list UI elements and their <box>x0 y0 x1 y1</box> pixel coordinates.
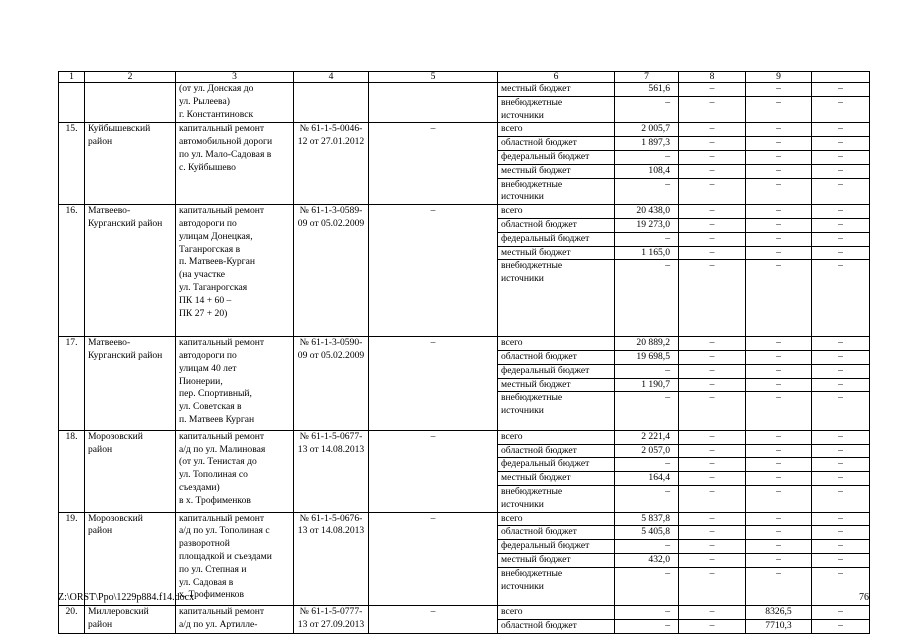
amount-col10: – <box>812 232 870 246</box>
amount-col8: – <box>679 150 746 164</box>
amount-col8: – <box>679 553 746 567</box>
document-cell-line: № 61-1-5-0676- <box>299 512 363 524</box>
amount-col8: – <box>679 205 746 219</box>
funding-source-line: источники <box>501 580 544 592</box>
amount-col9: – <box>746 164 812 178</box>
amount-col9: – <box>746 83 812 97</box>
file-path: Z:\ORST\Ppo\1229p884.f14.docx <box>58 592 195 603</box>
object-cell-line: ул. Советская в <box>179 401 242 413</box>
amount-col10: – <box>812 540 870 554</box>
funding-source <box>498 567 615 605</box>
amount-col8: – <box>679 485 746 512</box>
funding-source-line: всего <box>501 123 523 135</box>
funding-source-line: источники <box>501 191 544 203</box>
amount-col9: – <box>746 96 812 123</box>
amount-col8: – <box>679 164 746 178</box>
amount-col8: – <box>679 246 746 260</box>
object-cell-line: х. Трофименков <box>179 589 244 601</box>
district-cell <box>85 205 176 337</box>
amount-col7: – <box>615 232 679 246</box>
object-cell-line: капитальный ремонт <box>179 123 265 135</box>
amount-col7: – <box>615 392 679 430</box>
object-cell <box>176 337 294 431</box>
funding-source <box>498 205 615 219</box>
funding-source <box>498 337 615 351</box>
column-number-10 <box>812 72 870 83</box>
column5-cell: – <box>369 205 498 337</box>
amount-col8: – <box>679 526 746 540</box>
amount-col7: 1 897,3 <box>615 137 679 151</box>
amount-col9: – <box>746 364 812 378</box>
funding-source-line: областной бюджет <box>501 444 577 456</box>
amount-col7: 19 698,5 <box>615 350 679 364</box>
column5-cell <box>369 83 498 123</box>
amount-col8: – <box>679 444 746 458</box>
amount-col10: – <box>812 378 870 392</box>
district-cell-line: Матвеево- <box>88 337 131 349</box>
table-body <box>59 72 870 634</box>
funding-source <box>498 444 615 458</box>
amount-col10: – <box>812 96 870 123</box>
funding-source-line: федеральный бюджет <box>501 364 590 376</box>
amount-col10: – <box>812 350 870 364</box>
amount-col9: – <box>746 392 812 430</box>
amount-col10: – <box>812 150 870 164</box>
row-number <box>59 83 85 123</box>
column-number-7: 7 <box>615 72 679 83</box>
amount-col9: – <box>746 458 812 472</box>
column-number-4: 4 <box>294 72 369 83</box>
document-cell-line: № 61-1-3-0590- <box>299 337 363 349</box>
document-cell-line: № 61-1-3-0589- <box>299 205 363 217</box>
table-row <box>59 430 870 444</box>
amount-col7: – <box>615 619 679 633</box>
funding-source-line: источники <box>501 273 544 285</box>
district-cell <box>85 337 176 431</box>
amount-col9: – <box>746 350 812 364</box>
district-cell <box>85 430 176 512</box>
header-row <box>59 72 870 83</box>
funding-source <box>498 260 615 337</box>
amount-col9: – <box>746 378 812 392</box>
object-cell-line: съездами) <box>179 481 220 493</box>
document-cell-line: 13 от 27.09.2013 <box>297 618 365 630</box>
funding-source <box>498 123 615 137</box>
object-cell-line: а/д по ул. Артилле- <box>179 618 258 630</box>
district-cell-line: Курганский район <box>88 349 163 361</box>
funding-source-line: всего <box>501 512 523 524</box>
amount-col7: 20 438,0 <box>615 205 679 219</box>
funding-source-line: внебюджетные <box>501 392 563 404</box>
district-cell-line: Морозовский <box>88 430 143 442</box>
funding-source-line: источники <box>501 109 544 121</box>
funding-source <box>498 378 615 392</box>
funding-source <box>498 392 615 430</box>
amount-col9: – <box>746 337 812 351</box>
funding-source-line: внебюджетные <box>501 96 563 108</box>
amount-col8: – <box>679 350 746 364</box>
amount-col9: 7710,3 <box>746 619 812 633</box>
row-number: 17. <box>59 337 85 431</box>
funding-source-line: областной бюджет <box>501 619 577 631</box>
funding-source <box>498 540 615 554</box>
funding-source <box>498 96 615 123</box>
funding-source <box>498 512 615 526</box>
amount-col7: 1 190,7 <box>615 378 679 392</box>
object-cell-line: автодороги по <box>179 349 237 361</box>
amount-col7: – <box>615 364 679 378</box>
object-cell <box>176 205 294 337</box>
funding-source <box>498 246 615 260</box>
funding-source <box>498 178 615 205</box>
document-cell-line: 12 от 27.01.2012 <box>297 136 365 148</box>
district-cell-line: Матвеево- <box>88 205 131 217</box>
object-cell-line: Пионерии, <box>179 375 223 387</box>
district-cell <box>85 606 176 634</box>
amount-col7: 1 165,0 <box>615 246 679 260</box>
amount-col10: – <box>812 178 870 205</box>
amount-col10: – <box>812 444 870 458</box>
row-number: 15. <box>59 123 85 205</box>
amount-col10: – <box>812 83 870 97</box>
amount-col8: – <box>679 364 746 378</box>
column-number-3: 3 <box>176 72 294 83</box>
district-cell-line: Миллеровский <box>88 606 149 618</box>
amount-col7: – <box>615 567 679 605</box>
object-cell-line: капитальный ремонт <box>179 606 265 618</box>
object-cell-line: ПК 27 + 20) <box>179 307 228 319</box>
funding-source-line: федеральный бюджет <box>501 540 590 552</box>
district-cell-line: Куйбышевский <box>88 123 151 135</box>
document-cell <box>294 430 369 512</box>
funding-source <box>498 619 615 633</box>
amount-col10: – <box>812 337 870 351</box>
amount-col7: 2 221,4 <box>615 430 679 444</box>
funding-source-line: местный бюджет <box>501 553 571 565</box>
funding-source <box>498 150 615 164</box>
object-cell-line: по ул. Степная и <box>179 563 247 575</box>
table-row <box>59 205 870 219</box>
funding-source-line: областной бюджет <box>501 218 577 230</box>
amount-col8: – <box>679 232 746 246</box>
amount-col10: – <box>812 137 870 151</box>
district-cell-line: район <box>88 136 113 148</box>
amount-col9: – <box>746 205 812 219</box>
amount-col9: – <box>746 444 812 458</box>
column5-cell: – <box>369 512 498 606</box>
amount-col10: – <box>812 392 870 430</box>
amount-col10: – <box>812 246 870 260</box>
document-cell <box>294 606 369 634</box>
object-cell <box>176 123 294 205</box>
document-cell-line: 13 от 14.08.2013 <box>297 443 365 455</box>
amount-col10: – <box>812 260 870 337</box>
amount-col9: – <box>746 512 812 526</box>
object-cell-line: ул. Садовая в <box>179 576 234 588</box>
district-cell <box>85 83 176 123</box>
amount-col7: 432,0 <box>615 553 679 567</box>
amount-col10: – <box>812 164 870 178</box>
amount-col7: 20 889,2 <box>615 337 679 351</box>
amount-col7: – <box>615 540 679 554</box>
amount-col8: – <box>679 83 746 97</box>
object-cell-line: (от ул. Донская до <box>179 83 254 94</box>
funding-source <box>498 83 615 97</box>
column5-cell: – <box>369 337 498 431</box>
funding-source-line: всего <box>501 606 523 618</box>
funding-source-line: федеральный бюджет <box>501 232 590 244</box>
column-number-2: 2 <box>85 72 176 83</box>
document-cell-line: 09 от 05.02.2009 <box>297 349 365 361</box>
column5-cell: – <box>369 123 498 205</box>
amount-col8: – <box>679 96 746 123</box>
amount-col8: – <box>679 378 746 392</box>
amount-col7: 5 405,8 <box>615 526 679 540</box>
amount-col7: – <box>615 178 679 205</box>
funding-source-line: всего <box>501 430 523 442</box>
amount-col9: – <box>746 178 812 205</box>
amount-col9: – <box>746 430 812 444</box>
object-cell-line: ПК 14 + 60 – <box>179 294 232 306</box>
amount-col10: – <box>812 123 870 137</box>
funding-source-line: местный бюджет <box>501 83 571 94</box>
funding-source <box>498 164 615 178</box>
amount-col7: 108,4 <box>615 164 679 178</box>
funding-source <box>498 137 615 151</box>
funding-source <box>498 232 615 246</box>
amount-col10: – <box>812 553 870 567</box>
document-cell <box>294 83 369 123</box>
funding-source <box>498 458 615 472</box>
amount-col10: – <box>812 472 870 486</box>
document-cell <box>294 512 369 606</box>
object-cell-line: по ул. Мало-Садовая в <box>179 148 272 160</box>
object-cell-line: автодороги по <box>179 217 237 229</box>
object-cell-line: автомобильной дороги <box>179 136 273 148</box>
row-number: 18. <box>59 430 85 512</box>
funding-source-line: внебюджетные <box>501 260 563 272</box>
amount-col9: – <box>746 485 812 512</box>
amount-col7: 5 837,8 <box>615 512 679 526</box>
funding-source-line: областной бюджет <box>501 526 577 538</box>
object-cell-line: капитальный ремонт <box>179 205 265 217</box>
object-cell-line: с. Куйбышево <box>179 161 236 173</box>
amount-col7: – <box>615 458 679 472</box>
funding-source-line: местный бюджет <box>501 472 571 484</box>
amount-col7: 2 005,7 <box>615 123 679 137</box>
document-cell-line: 09 от 05.02.2009 <box>297 217 365 229</box>
document-cell <box>294 337 369 431</box>
object-cell-line: (на участке <box>179 269 225 281</box>
row-number: 20. <box>59 606 85 634</box>
column5-cell: – <box>369 430 498 512</box>
district-cell-line: Курганский район <box>88 217 163 229</box>
amount-col9: 8326,5 <box>746 606 812 620</box>
amount-col8: – <box>679 540 746 554</box>
table-row <box>59 123 870 137</box>
funding-source-line: областной бюджет <box>501 137 577 149</box>
amount-col7: – <box>615 96 679 123</box>
amount-col8: – <box>679 472 746 486</box>
row-number: 19. <box>59 512 85 606</box>
object-cell-line: улицам 40 лет <box>179 362 237 374</box>
amount-col10: – <box>812 512 870 526</box>
amount-col10: – <box>812 526 870 540</box>
object-cell <box>176 430 294 512</box>
document-cell <box>294 123 369 205</box>
column-number-1: 1 <box>59 72 85 83</box>
object-cell-line: Таганрогская в <box>179 243 241 255</box>
object-cell-line: г. Константиновск <box>179 108 254 120</box>
funding-source-line: федеральный бюджет <box>501 150 590 162</box>
table-row <box>59 606 870 620</box>
funding-source-line: местный бюджет <box>501 378 571 390</box>
amount-col8: – <box>679 123 746 137</box>
table-row <box>59 512 870 526</box>
object-cell-line: площадкой и съездами <box>179 550 272 562</box>
amount-col9: – <box>746 246 812 260</box>
funding-source <box>498 218 615 232</box>
page-number: 76 <box>859 592 869 603</box>
amount-col8: – <box>679 458 746 472</box>
amount-col7: 164,4 <box>615 472 679 486</box>
funding-source <box>498 350 615 364</box>
funding-source <box>498 364 615 378</box>
funding-source <box>498 472 615 486</box>
amount-col10: – <box>812 218 870 232</box>
amount-col8: – <box>679 260 746 337</box>
object-cell-line: п. Матвеев-Курган <box>179 256 255 268</box>
amount-col8: – <box>679 512 746 526</box>
document-cell-line: № 61-1-5-0777- <box>299 606 363 618</box>
district-cell-line: район <box>88 618 113 630</box>
amount-col7: – <box>615 606 679 620</box>
object-cell-line: ул. Таганрогская <box>179 281 248 293</box>
amount-col10: – <box>812 485 870 512</box>
document-cell-line: № 61-1-5-0677- <box>299 430 363 442</box>
amount-col9: – <box>746 553 812 567</box>
funding-source <box>498 485 615 512</box>
column-number-6: 6 <box>498 72 615 83</box>
document-cell-line: № 61-1-5-0046- <box>299 123 363 135</box>
column-number-5: 5 <box>369 72 498 83</box>
funding-source-line: всего <box>501 337 523 349</box>
amount-col7: 19 273,0 <box>615 218 679 232</box>
object-cell-line: п. Матвеев Курган <box>179 413 255 425</box>
amount-col8: – <box>679 430 746 444</box>
object-cell-line: пер. Спортивный, <box>179 388 252 400</box>
object-cell-line: капитальный ремонт <box>179 337 265 349</box>
funding-source-line: внебюджетные <box>501 485 563 497</box>
amount-col9: – <box>746 232 812 246</box>
funding-source-line: местный бюджет <box>501 246 571 258</box>
amount-col7: 561,6 <box>615 83 679 97</box>
amount-col9: – <box>746 472 812 486</box>
object-cell-line: ул. Рылеева) <box>179 95 230 107</box>
funding-source <box>498 526 615 540</box>
amount-col10: – <box>812 567 870 605</box>
amount-col8: – <box>679 178 746 205</box>
row-number: 16. <box>59 205 85 337</box>
amount-col8: – <box>679 619 746 633</box>
funding-source-line: внебюджетные <box>501 567 563 579</box>
amount-col9: – <box>746 150 812 164</box>
district-cell-line: район <box>88 443 113 455</box>
amount-col8: – <box>679 606 746 620</box>
funding-source-line: внебюджетные <box>501 178 563 190</box>
object-cell-line: ул. Тополиная со <box>179 469 248 481</box>
amount-col7: – <box>615 260 679 337</box>
amount-col7: 2 057,0 <box>615 444 679 458</box>
funding-source <box>498 430 615 444</box>
amount-col8: – <box>679 137 746 151</box>
funding-source <box>498 606 615 620</box>
object-cell <box>176 83 294 123</box>
funding-source-line: всего <box>501 205 523 217</box>
object-cell-line: а/д по ул. Малиновая <box>179 443 266 455</box>
table-row <box>59 83 870 97</box>
column5-cell: – <box>369 606 498 634</box>
amount-col7: – <box>615 485 679 512</box>
column-number-8: 8 <box>679 72 746 83</box>
amount-col9: – <box>746 526 812 540</box>
document-cell-line: 13 от 14.08.2013 <box>297 525 365 537</box>
funding-source-line: федеральный бюджет <box>501 458 590 470</box>
amount-col7: – <box>615 150 679 164</box>
object-cell-line: улицам Донецкая, <box>179 230 253 242</box>
funding-source-line: источники <box>501 498 544 510</box>
amount-col10: – <box>812 364 870 378</box>
document-cell <box>294 205 369 337</box>
amount-col8: – <box>679 337 746 351</box>
amount-col10: – <box>812 458 870 472</box>
amount-col9: – <box>746 218 812 232</box>
object-cell-line: (от ул. Тенистая до <box>179 456 257 468</box>
object-cell-line: разворотной <box>179 538 230 550</box>
object-cell-line: капитальный ремонт <box>179 512 265 524</box>
amount-col10: – <box>812 619 870 633</box>
amount-col9: – <box>746 137 812 151</box>
funding-source-line: источники <box>501 405 544 417</box>
amount-col8: – <box>679 392 746 430</box>
column-number-9: 9 <box>746 72 812 83</box>
amount-col9: – <box>746 540 812 554</box>
district-cell <box>85 123 176 205</box>
funding-source <box>498 553 615 567</box>
amount-col10: – <box>812 606 870 620</box>
amount-col10: – <box>812 430 870 444</box>
amount-col8: – <box>679 567 746 605</box>
amount-col9: – <box>746 123 812 137</box>
amount-col9: – <box>746 567 812 605</box>
amount-col9: – <box>746 260 812 337</box>
district-cell-line: район <box>88 525 113 537</box>
object-cell-line: капитальный ремонт <box>179 430 265 442</box>
district-cell-line: Морозовский <box>88 512 143 524</box>
amount-col10: – <box>812 205 870 219</box>
funding-source-line: областной бюджет <box>501 350 577 362</box>
object-cell <box>176 606 294 634</box>
budget-table <box>58 71 870 634</box>
object-cell-line: в х. Трофименков <box>179 494 251 506</box>
table-row <box>59 337 870 351</box>
object-cell-line: а/д по ул. Тополиная с <box>179 525 270 537</box>
amount-col8: – <box>679 218 746 232</box>
funding-source-line: местный бюджет <box>501 164 571 176</box>
